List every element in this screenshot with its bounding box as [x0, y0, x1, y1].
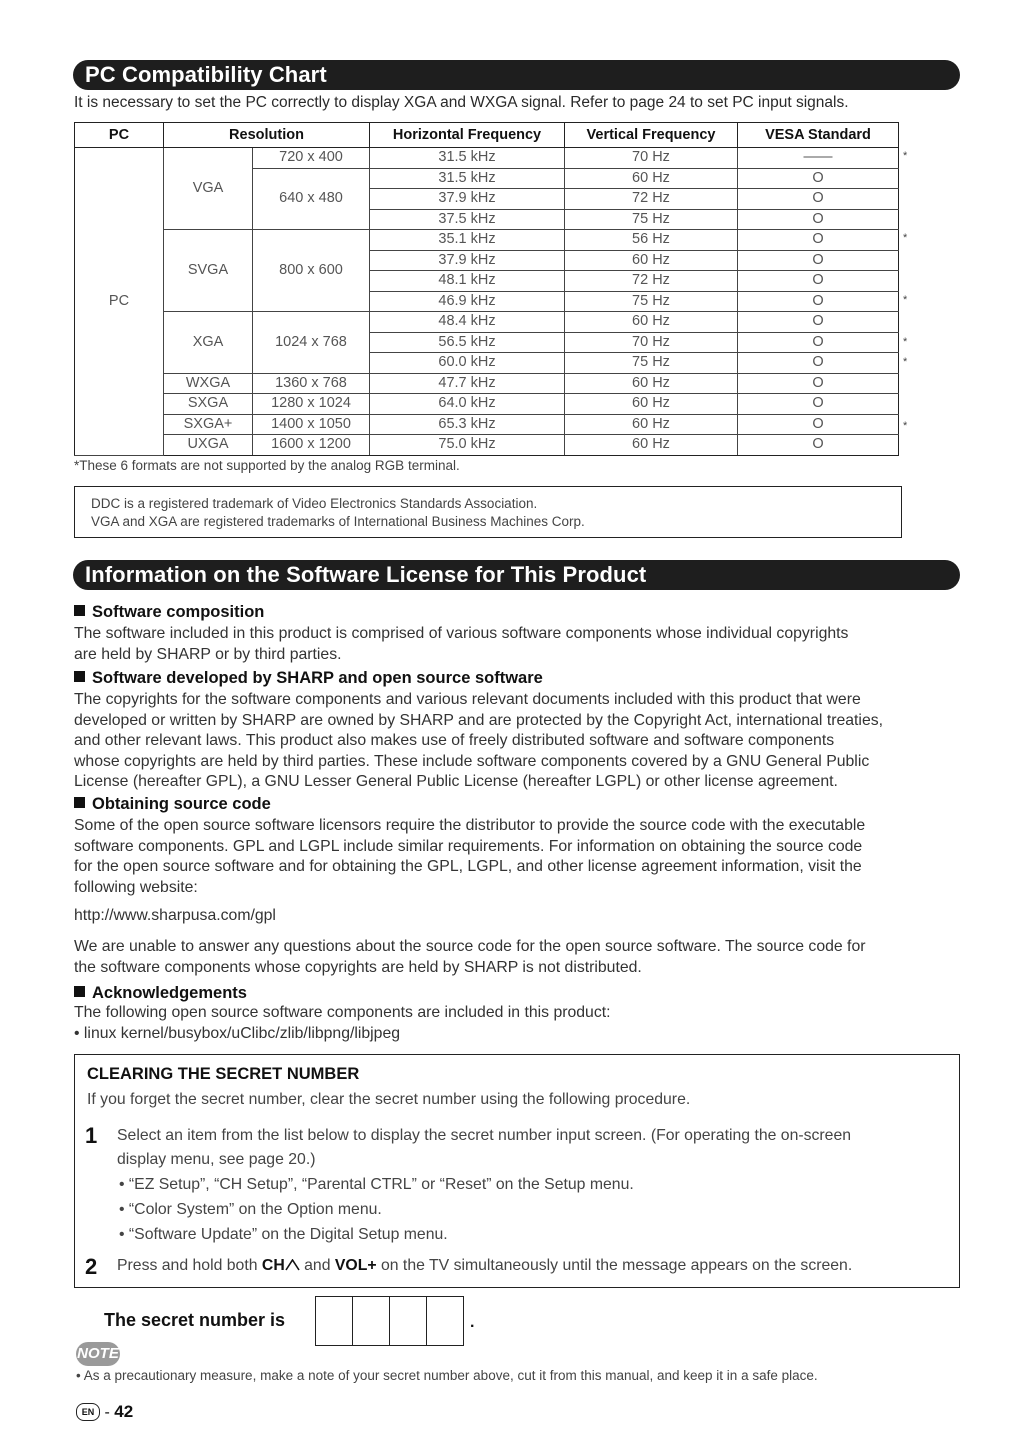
step1-bullet: • “EZ Setup”, “CH Setup”, “Parental CTRL” or “Reset” on the Setup menu.: [119, 1176, 634, 1193]
secret-digit-box: [353, 1296, 390, 1346]
h-freq: 65.3 kHz: [370, 414, 565, 435]
res-name: VGA: [164, 148, 253, 230]
secret-intro: If you forget the secret number, clear the secret number using the following procedure.: [87, 1091, 691, 1108]
pc-label: PC: [75, 148, 164, 456]
v-freq: 72 Hz: [565, 189, 738, 210]
h-freq: 47.7 kHz: [370, 373, 565, 394]
vesa: O: [738, 250, 899, 271]
h-freq: 46.9 kHz: [370, 291, 565, 312]
header-pc: PC: [75, 123, 164, 148]
res-name: UXGA: [164, 435, 253, 456]
vesa: O: [738, 271, 899, 292]
note-badge: NOTE: [76, 1342, 120, 1366]
vesa: O: [738, 332, 899, 353]
table-row: [75, 394, 899, 415]
resolution: 640 x 480: [253, 168, 370, 230]
table-row: [75, 373, 899, 394]
page-number: 42: [114, 1402, 134, 1421]
square-bullet-icon: [74, 605, 85, 616]
section-heading-composition: Software composition: [74, 603, 264, 622]
table-row: [75, 435, 899, 456]
trademark-line: DDC is a registered trademark of Video Electronics Standards Association.: [91, 496, 538, 511]
page-footer: EN - 42: [76, 1402, 133, 1422]
header-vertical-frequency: Vertical Frequency: [565, 123, 738, 148]
vesa: ——: [738, 148, 899, 169]
h-freq: 37.9 kHz: [370, 189, 565, 210]
step1-bullet: • “Software Update” on the Digital Setup menu.: [119, 1226, 448, 1243]
h-freq: 75.0 kHz: [370, 435, 565, 456]
table-row: [75, 148, 899, 169]
note-text: • As a precautionary measure, make a note of your secret number above, cut it from this manual, and keep it in a safe place.: [76, 1368, 818, 1383]
vesa: O: [738, 230, 899, 251]
v-freq: 56 Hz: [565, 230, 738, 251]
table-row: [75, 312, 899, 333]
v-freq: 60 Hz: [565, 312, 738, 333]
vesa: O: [738, 414, 899, 435]
english-language-icon: EN: [76, 1403, 100, 1421]
vesa: O: [738, 394, 899, 415]
secret-digit-box: [315, 1296, 353, 1346]
unsupported-star: *: [903, 294, 908, 306]
no-answer-text: We are unable to answer any questions about the source code for the open source software. The source code for the software components whose copyrights are held by SHARP is not distributed.: [74, 938, 866, 976]
h-freq: 56.5 kHz: [370, 332, 565, 353]
res-name: SXGA+: [164, 414, 253, 435]
h-freq: 37.5 kHz: [370, 209, 565, 230]
h-freq: 48.1 kHz: [370, 271, 565, 292]
step1-text: Select an item from the list below to display the secret number input screen. (For operating the on-screen: [117, 1127, 852, 1144]
resolution: 1360 x 768: [253, 373, 370, 394]
resolution: 720 x 400: [253, 148, 370, 169]
h-freq: 35.1 kHz: [370, 230, 565, 251]
pc-chart-intro: It is necessary to set the PC correctly to display XGA and WXGA signal. Refer to page 24 to set PC input signals.: [74, 94, 849, 111]
resolution: 1600 x 1200: [253, 435, 370, 456]
square-bullet-icon: [74, 986, 85, 997]
vesa: O: [738, 168, 899, 189]
header-resolution: Resolution: [164, 123, 370, 148]
section-text-sharp-open-source: The copyrights for the software components and various relevant documents included with this product that were developed or written by SHARP are owned by SHARP and are protected by the Copyright Act, international treaties, and other relevant laws. This product also makes use of freely distributed software and software components whose copyrights are held by third parties. These include software components covered by a GNU General Public License (hereafter GPL), a GNU Lesser General Public License (hereafter LGPL) or other license agreement.: [74, 691, 884, 790]
v-freq: 75 Hz: [565, 353, 738, 374]
v-freq: 60 Hz: [565, 250, 738, 271]
v-freq: 60 Hz: [565, 168, 738, 189]
v-freq: 60 Hz: [565, 394, 738, 415]
section-heading-source-code: Obtaining source code: [74, 795, 271, 814]
res-name: SVGA: [164, 230, 253, 312]
step1-bullet: • “Color System” on the Option menu.: [119, 1201, 382, 1218]
h-freq: 37.9 kHz: [370, 250, 565, 271]
resolution: 1400 x 1050: [253, 414, 370, 435]
unsupported-star: *: [903, 356, 908, 368]
vesa: O: [738, 353, 899, 374]
secret-number-label: The secret number is: [104, 1310, 286, 1330]
secret-digit-box: [390, 1296, 427, 1346]
secret-number-boxes: [315, 1296, 464, 1346]
h-freq: 31.5 kHz: [370, 168, 565, 189]
license-title: Information on the Software License for This Product: [73, 560, 960, 590]
unsupported-star: *: [903, 336, 908, 348]
section-heading-sharp-open-source: Software developed by SHARP and open source software: [74, 669, 543, 688]
square-bullet-icon: [74, 671, 85, 682]
trademark-line: VGA and XGA are registered trademarks of International Business Machines Corp.: [91, 514, 585, 529]
secret-box-title: CLEARING THE SECRET NUMBER: [87, 1065, 360, 1083]
vesa: O: [738, 435, 899, 456]
v-freq: 60 Hz: [565, 435, 738, 456]
header-horizontal-frequency: Horizontal Frequency: [370, 123, 565, 148]
section-text-composition: The software included in this product is comprised of various software components whose individual copyrights are held by SHARP or by third parties.: [74, 625, 849, 663]
v-freq: 72 Hz: [565, 271, 738, 292]
vesa: O: [738, 189, 899, 210]
v-freq: 75 Hz: [565, 209, 738, 230]
vesa: O: [738, 291, 899, 312]
vesa: O: [738, 373, 899, 394]
h-freq: 60.0 kHz: [370, 353, 565, 374]
pc-compatibility-table: [74, 122, 899, 456]
section-text-acknowledgements: The following open source software components are included in this product: • linux kernel/busybox/uClibc/zlib/libpng/libjpeg: [74, 1004, 611, 1042]
step-number: 2: [85, 1254, 98, 1279]
trademark-box: [74, 486, 902, 538]
unsupported-star: *: [903, 420, 908, 432]
table-row: [75, 414, 899, 435]
v-freq: 75 Hz: [565, 291, 738, 312]
unsupported-star: *: [903, 150, 908, 162]
resolution: 800 x 600: [253, 230, 370, 312]
res-name: SXGA: [164, 394, 253, 415]
unsupported-star: *: [903, 232, 908, 244]
v-freq: 70 Hz: [565, 332, 738, 353]
square-bullet-icon: [74, 797, 85, 808]
secret-digit-box: [427, 1296, 464, 1346]
header-vesa-standard: VESA Standard: [738, 123, 899, 148]
resolution: 1280 x 1024: [253, 394, 370, 415]
pc-chart-title: PC Compatibility Chart: [73, 60, 960, 90]
table-footnote: *These 6 formats are not supported by the analog RGB terminal.: [74, 458, 460, 473]
section-text-source-code: Some of the open source software licensors require the distributor to provide the source code with the executable software components. GPL and LGPL include similar requirements. For information on obtaining the source code for the open source software and for obtaining the GPL, LGPL, and other license agreement information, visit the following website:: [74, 817, 866, 896]
step-number: 1: [85, 1123, 98, 1148]
v-freq: 70 Hz: [565, 148, 738, 169]
res-name: XGA: [164, 312, 253, 374]
res-name: WXGA: [164, 373, 253, 394]
step2-text: Press and hold both CH and VOL+ on the TV simultaneously until the message appears on the screen.: [117, 1257, 853, 1274]
v-freq: 60 Hz: [565, 414, 738, 435]
step1-text: display menu, see page 20.): [117, 1151, 316, 1168]
vesa: O: [738, 209, 899, 230]
gpl-url[interactable]: http://www.sharpusa.com/gpl: [74, 907, 276, 924]
resolution: 1024 x 768: [253, 312, 370, 374]
channel-up-icon: [285, 1257, 300, 1275]
table-row: [75, 230, 899, 251]
h-freq: 48.4 kHz: [370, 312, 565, 333]
secret-period: .: [470, 1314, 475, 1331]
section-heading-acknowledgements: Acknowledgements: [74, 984, 247, 1003]
v-freq: 60 Hz: [565, 373, 738, 394]
h-freq: 31.5 kHz: [370, 148, 565, 169]
secret-number-box: [74, 1054, 960, 1288]
h-freq: 64.0 kHz: [370, 394, 565, 415]
vesa: O: [738, 312, 899, 333]
